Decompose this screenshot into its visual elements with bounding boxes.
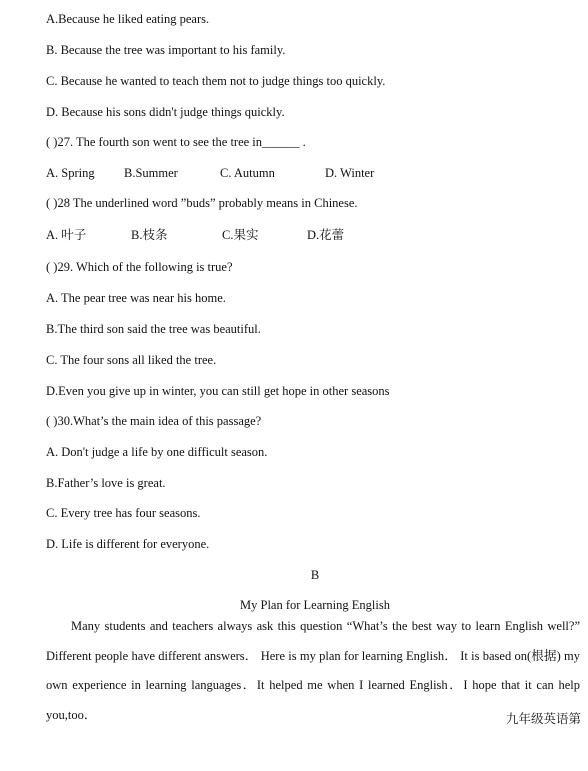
q29-option-b: B.The third son said the tree was beautiful. [46, 322, 261, 336]
q28-option-d: D.花蕾 [307, 228, 345, 242]
q29-option-a: A. The pear tree was near his home. [46, 291, 226, 305]
q29-stem: ( )29. Which of the following is true? [46, 260, 233, 274]
q28-stem: ( )28 The underlined word ”buds” probably means in Chinese. [46, 196, 358, 210]
q27-stem: ( )27. The fourth son went to see the tree in______ . [46, 135, 306, 149]
passage-title: My Plan for Learning English [240, 598, 390, 612]
q26-option-b: B. Because the tree was important to his family. [46, 43, 286, 57]
q30-option-a: A. Don't judge a life by one difficult season. [46, 445, 268, 459]
q30-option-d: D. Life is different for everyone. [46, 537, 210, 551]
q27-option-d: D. Winter [325, 166, 375, 180]
q28-option-a: A. 叶子 [46, 228, 87, 242]
q29-option-c: C. The four sons all liked the tree. [46, 353, 217, 367]
section-letter: B [310, 568, 320, 582]
q28-option-c: C.果实 [222, 228, 259, 242]
q27-option-c: C. Autumn [220, 166, 275, 180]
q27-option-a: A. Spring [46, 166, 95, 180]
q29-option-d: D.Even you give up in winter, you can still get hope in other seasons [46, 384, 390, 398]
q30-option-b: B.Father’s love is great. [46, 476, 166, 490]
q26-option-d: D. Because his sons didn't judge things quickly. [46, 105, 285, 119]
q26-option-a: A.Because he liked eating pears. [46, 12, 210, 26]
q26-option-c: C. Because he wanted to teach them not to judge things too quickly. [46, 74, 386, 88]
q28-option-b: B.枝条 [131, 228, 168, 242]
q30-stem: ( )30.What’s the main idea of this passage? [46, 414, 262, 428]
passage-paragraph: Many students and teachers always ask this question “What’s the best way to learn English well?” Different people have different answers． Here is my plan for learning English． It is based on(根据) my own experience in learning languages．It helped me when I learned English．I hope that it can help you,too． [46, 619, 580, 722]
q27-option-b: B.Summer [124, 166, 178, 180]
q30-option-c: C. Every tree has four seasons. [46, 506, 201, 520]
page-footer: 九年级英语第 [506, 712, 582, 726]
